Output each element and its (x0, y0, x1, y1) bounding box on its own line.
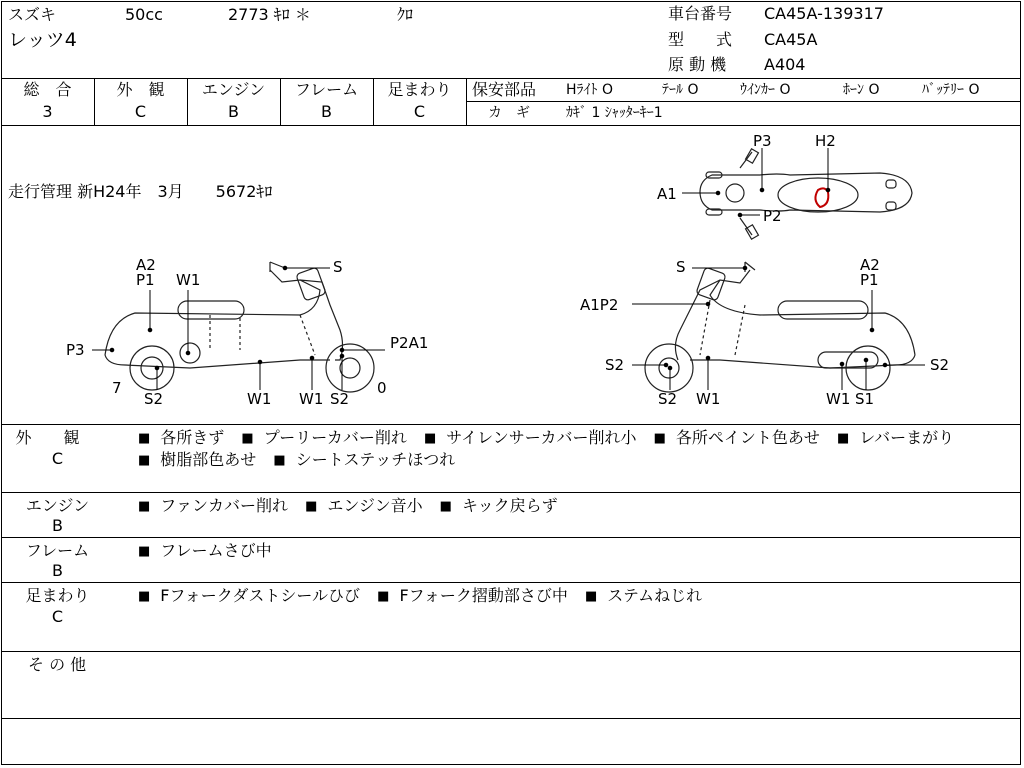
winker-mark: O (779, 82, 791, 98)
battery-mark: O (968, 82, 980, 98)
damage-diagram (0, 126, 1024, 422)
engine-grade-label: エンジン (201, 80, 266, 99)
section-frame-label: フレーム (25, 541, 90, 560)
right-label-s2: S2 (605, 356, 625, 374)
note-item: ■ ファンカバー削れ (138, 496, 288, 515)
suspension-grade-label: 足まわり (387, 80, 452, 99)
right-label-s2b: S2 (658, 390, 678, 408)
right-label-p1: P1 (860, 271, 879, 289)
left-label-s2b: S2 (330, 390, 350, 408)
note-item: ■ 樹脂部色あせ (138, 450, 256, 469)
top-label-p3: P3 (753, 132, 772, 150)
safety-label: 保安部品 (472, 80, 537, 99)
right-label-s1: S1 (855, 390, 875, 408)
engine-cc: 50cc (125, 5, 163, 24)
right-label-a1p2: A1P2 (580, 296, 619, 314)
key-value: ｶｷﾞ 1 ｼｬｯﾀｰｷｰ1 (566, 105, 663, 121)
frame-grade-label: フレーム (294, 80, 359, 99)
safety-headlight: Hﾗｲﾄ O (566, 82, 614, 98)
exterior-grade: C (134, 102, 147, 121)
engine-notes (138, 496, 570, 518)
left-label-w1b: W1 (247, 390, 272, 408)
note-item: ■ ステムねじれ (585, 586, 702, 605)
note-item: ■ サイレンサーカバー削れ小 (424, 428, 636, 447)
top-label-a1: A1 (657, 185, 677, 203)
right-label-w1b: W1 (826, 390, 851, 408)
section-engine-grade: B (52, 516, 63, 535)
horn-mark: O (868, 82, 880, 98)
engine-label: 原 動 機 (668, 55, 727, 74)
top-label-h2: H2 (815, 132, 836, 150)
maker: スズキ (8, 5, 57, 24)
exterior-notes-line1 (138, 428, 966, 450)
note-item: ■ エンジン音小 (305, 496, 423, 515)
headlight-mark: O (601, 82, 614, 98)
note-item: ■ キック戻らず (440, 496, 558, 515)
frame-no: CA45A-139317 (764, 4, 884, 23)
top-label-p2: P2 (763, 207, 782, 225)
note-item: ■ レバーまがり (837, 428, 954, 447)
note-item: ■ Fフォーク摺動部さび中 (377, 586, 568, 605)
suspension-grade: C (413, 102, 426, 121)
model-name: レッツ4 (8, 29, 77, 51)
note-item: ■ 各所きず (138, 428, 224, 447)
type-value: CA45A (764, 30, 818, 49)
note-item: ■ Fフォークダストシールひび (138, 586, 360, 605)
left-label-s: S (333, 258, 343, 276)
tail-mark: O (687, 82, 699, 98)
left-label-p1: P1 (136, 271, 155, 289)
section-frame-grade: B (52, 561, 63, 580)
left-label-0: 0 (377, 379, 387, 397)
section-exterior-grade: C (51, 449, 64, 468)
left-label-p2a1: P2A1 (390, 334, 429, 352)
suspension-notes (138, 586, 714, 608)
overall-grade: 3 (42, 102, 53, 121)
note-item: ■ フレームさび中 (138, 541, 272, 560)
left-label-a2: A2 (136, 256, 156, 274)
other-label: そ の 他 (28, 655, 87, 674)
section-suspension-grade: C (51, 607, 64, 626)
section-exterior-label: 外 観 (15, 428, 80, 447)
safety-horn: ﾎｰﾝ O (843, 82, 880, 98)
frame-grade: B (321, 102, 332, 121)
section-suspension-label: 足まわり (25, 586, 90, 605)
section-engine-label: エンジン (25, 496, 90, 515)
left-label-s2: S2 (144, 390, 164, 408)
safety-battery: ﾊﾞｯﾃﾘｰ O (922, 82, 980, 98)
type-label: 型 式 (668, 30, 733, 49)
exterior-notes-line2 (138, 450, 467, 472)
left-label-p3: P3 (66, 341, 85, 359)
color: ｸﾛ (397, 5, 414, 24)
right-label-s: S (676, 258, 686, 276)
frame-no-label: 車台番号 (668, 4, 733, 23)
right-label-w1: W1 (696, 390, 721, 408)
left-label-w1: W1 (176, 271, 201, 289)
odometer: 2773 ｷﾛ ＊ (228, 5, 311, 24)
frame-notes (138, 541, 284, 563)
exterior-label: 外 観 (116, 80, 165, 99)
key-label: カ ギ (488, 105, 530, 121)
right-label-s2c: S2 (930, 356, 950, 374)
note-item: ■ 各所ペイント色あせ (654, 428, 820, 447)
note-item: ■ プーリーカバー削れ (241, 428, 407, 447)
mileage-note: 走行管理 新H24年 3月 5672ｷﾛ (8, 182, 273, 201)
left-label-7: 7 (112, 379, 122, 397)
overall-label: 総 合 (23, 80, 72, 99)
left-label-w1c: W1 (299, 390, 324, 408)
engine-grade: B (228, 102, 239, 121)
right-label-a2: A2 (860, 256, 880, 274)
safety-tail: ﾃｰﾙ O (662, 82, 699, 98)
engine-value: A404 (764, 55, 806, 74)
note-item: ■ シートステッチほつれ (273, 450, 455, 469)
safety-winker: ｳｲﾝｶｰ O (740, 82, 791, 98)
